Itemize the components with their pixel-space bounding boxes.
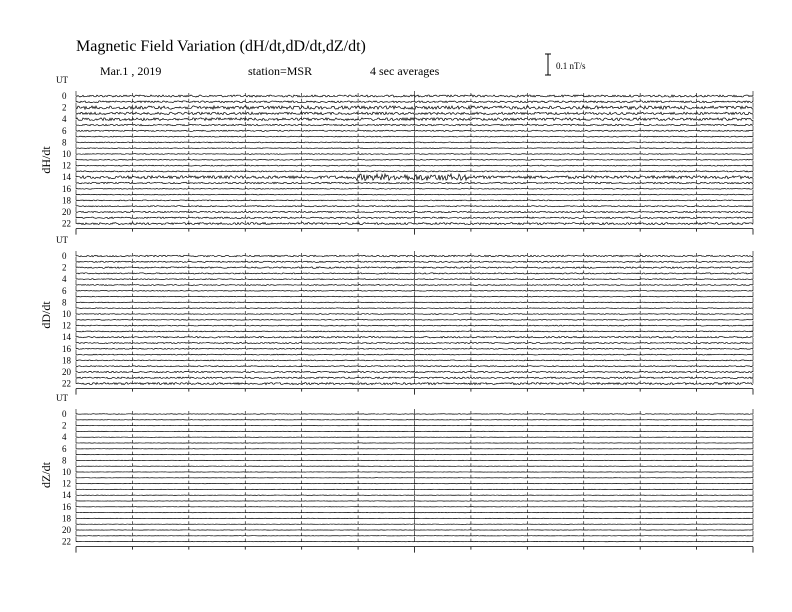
dh-hour-label: 14 <box>62 172 71 183</box>
dh-hour-label: 6 <box>62 125 67 136</box>
dd-hour-label: 22 <box>62 378 71 389</box>
dd-hour-label: 20 <box>62 367 71 377</box>
dd-hour-label: 10 <box>62 309 71 319</box>
dh-hour-label: 22 <box>62 218 71 229</box>
dd-hour-label: 0 <box>62 251 67 261</box>
dz-hour-label: 8 <box>62 455 67 466</box>
dd-hour-label: 16 <box>62 343 71 354</box>
dh-hour-label: 18 <box>62 195 71 206</box>
dh-hour-label: 0 <box>62 91 67 101</box>
dd-ut-label: UT <box>56 235 68 245</box>
station-label: station=MSR <box>248 64 313 78</box>
dd-hour-label: 14 <box>62 332 71 343</box>
dz-ut-label: UT <box>56 393 68 403</box>
dd-hour-label: 12 <box>62 320 71 331</box>
dh-hour-label: 16 <box>62 183 71 194</box>
dd-component-label: dD/dt <box>39 301 53 329</box>
dz-hour-label: 2 <box>62 420 67 431</box>
page-title: Magnetic Field Variation (dH/dt,dD/dt,dZ/dt) <box>76 38 366 55</box>
scale-bar-label: 0.1 nT/s <box>556 61 586 71</box>
dz-hour-label: 22 <box>62 536 71 547</box>
dz-hour-label: 18 <box>62 513 71 524</box>
dh-hour-label: 8 <box>62 137 67 148</box>
date-label: Mar.1 , 2019 <box>100 64 162 78</box>
dh-hour-label: 4 <box>62 114 67 125</box>
dz-hour-label: 10 <box>62 467 71 477</box>
dd-hour-label: 4 <box>62 274 67 285</box>
dd-hour-label: 6 <box>62 285 67 296</box>
averaging-label: 4 sec averages <box>370 64 440 78</box>
dz-hour-label: 20 <box>62 525 71 535</box>
dh-hour-label: 12 <box>62 160 71 171</box>
dz-hour-label: 0 <box>62 409 67 419</box>
dh-ut-label: UT <box>56 75 68 85</box>
dd-hour-label: 8 <box>62 297 67 308</box>
dz-hour-label: 14 <box>62 490 71 501</box>
dh-hour-label: 10 <box>62 149 71 159</box>
dz-hour-label: 4 <box>62 432 67 443</box>
dh-hour-label: 2 <box>62 102 67 113</box>
dh-component-label: dH/dt <box>39 146 53 174</box>
dz-hour-label: 12 <box>62 478 71 489</box>
dz-hour-label: 16 <box>62 501 71 512</box>
dh-hour-label: 20 <box>62 207 71 217</box>
dz-component-label: dZ/dt <box>39 462 53 488</box>
dd-hour-label: 2 <box>62 262 67 273</box>
dz-hour-label: 6 <box>62 443 67 454</box>
dd-hour-label: 18 <box>62 355 71 366</box>
